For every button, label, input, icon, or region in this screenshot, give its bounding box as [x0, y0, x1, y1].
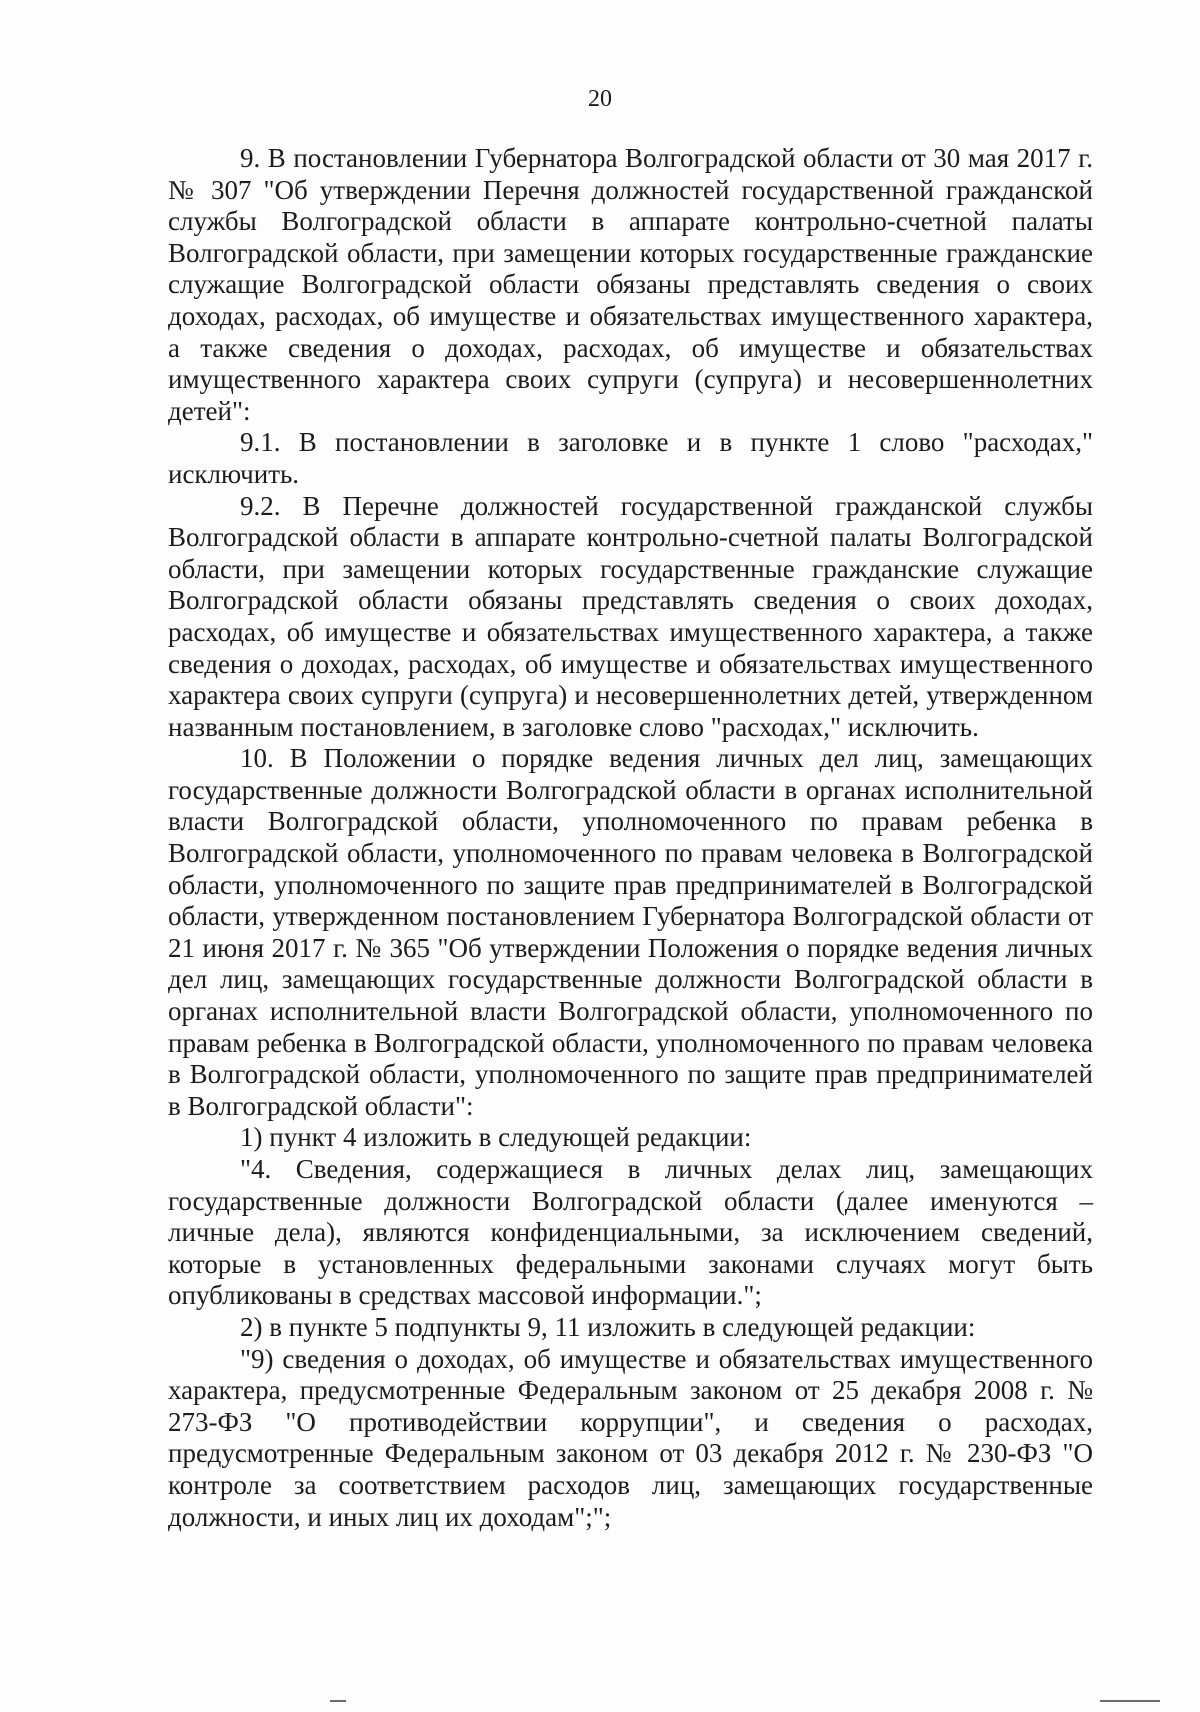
paragraph-10-item-2-text: "9) сведения о доходах, об имуществе и обязательствах имущественного характера, предусмотренные Федеральным законом от 25 декабря 2008 г. № 273-ФЗ "О противодействии коррупции", и сведения о расходах, предусмотренные Федеральным законом от 03 декабря 2012 г. № 230-ФЗ "О контроле за соответствием расходов лиц, замещающих государственные должности, и иных лиц их доходам";";	[168, 1343, 1093, 1532]
paragraph-10: 10. В Положении о порядке ведения личных дел лиц, замещающих государственные должности Волгоградской области в органах исполнительной власти Волгоградской области, уполномоченного по правам ребенка в Волгоградской области, уполномоченного по правам человека в Волгоградской области, уполномоченного по защите прав предпринимателей в Волгоградской области, утвержденном постановлением Губернатора Волгоградской области от 21 июня 2017 г. № 365 "Об утверждении Положения о порядке ведения личных дел лиц, замещающих государственные должности Волгоградской области в органах исполнительной власти Волгоградской области, уполномоченного по правам ребенка в Волгоградской области, уполномоченного по правам человека в Волгоградской области, уполномоченного по защите прав предпринимателей в Волгоградской области":	[168, 743, 1093, 1121]
paragraph-10-item-1: 1) пункт 4 изложить в следующей редакции:	[240, 1122, 752, 1153]
document-body	[168, 143, 1093, 1533]
scan-mark	[330, 1700, 346, 1702]
paragraph-9-1: 9.1. В постановлении в заголовке и в пункте 1 слово "расходах," исключить.	[168, 427, 1093, 489]
scan-mark	[1100, 1700, 1160, 1702]
page-number: 20	[588, 86, 612, 112]
paragraph-10-item-1-text: "4. Сведения, содержащиеся в личных делах лиц, замещающих государственные должности Волгоградской области (далее именуются – личные дела), являются конфиденциальными, за исключением сведений, которые в установленных федеральными законами случаях могут быть опубликованы в средствах массовой информации.";	[168, 1154, 1093, 1311]
scan-edge-marks	[0, 1688, 1200, 1712]
paragraph-9: 9. В постановлении Губернатора Волгоградской области от 30 мая 2017 г. № 307 "Об утверждении Перечня должностей государственной гражданской службы Волгоградской области в аппарате контрольно-счетной палаты Волгоградской области, при замещении которых государственные гражданские служащие Волгоградской области обязаны представлять сведения о своих доходах, расходах, об имуществе и обязательствах имущественного характера, а также сведения о доходах, расходах, об имуществе и обязательствах имущественного характера своих супруги (супруга) и несовершеннолетних детей":	[168, 143, 1093, 426]
paragraph-10-item-2: 2) в пункте 5 подпункты 9, 11 изложить в следующей редакции:	[240, 1311, 976, 1342]
paragraph-9-2: 9.2. В Перечне должностей государственной гражданской службы Волгоградской области в аппарате контрольно-счетной палаты Волгоградской области, при замещении которых государственные гражданские служащие Волгоградской области обязаны представлять сведения о своих доходах, расходах, об имуществе и обязательствах имущественного характера, а также сведения о доходах, расходах, об имуществе и обязательствах имущественного характера своих супруги (супруга) и несовершеннолетних детей, утвержденном названным постановлением, в заголовке слово "расходах," исключить.	[168, 490, 1093, 742]
